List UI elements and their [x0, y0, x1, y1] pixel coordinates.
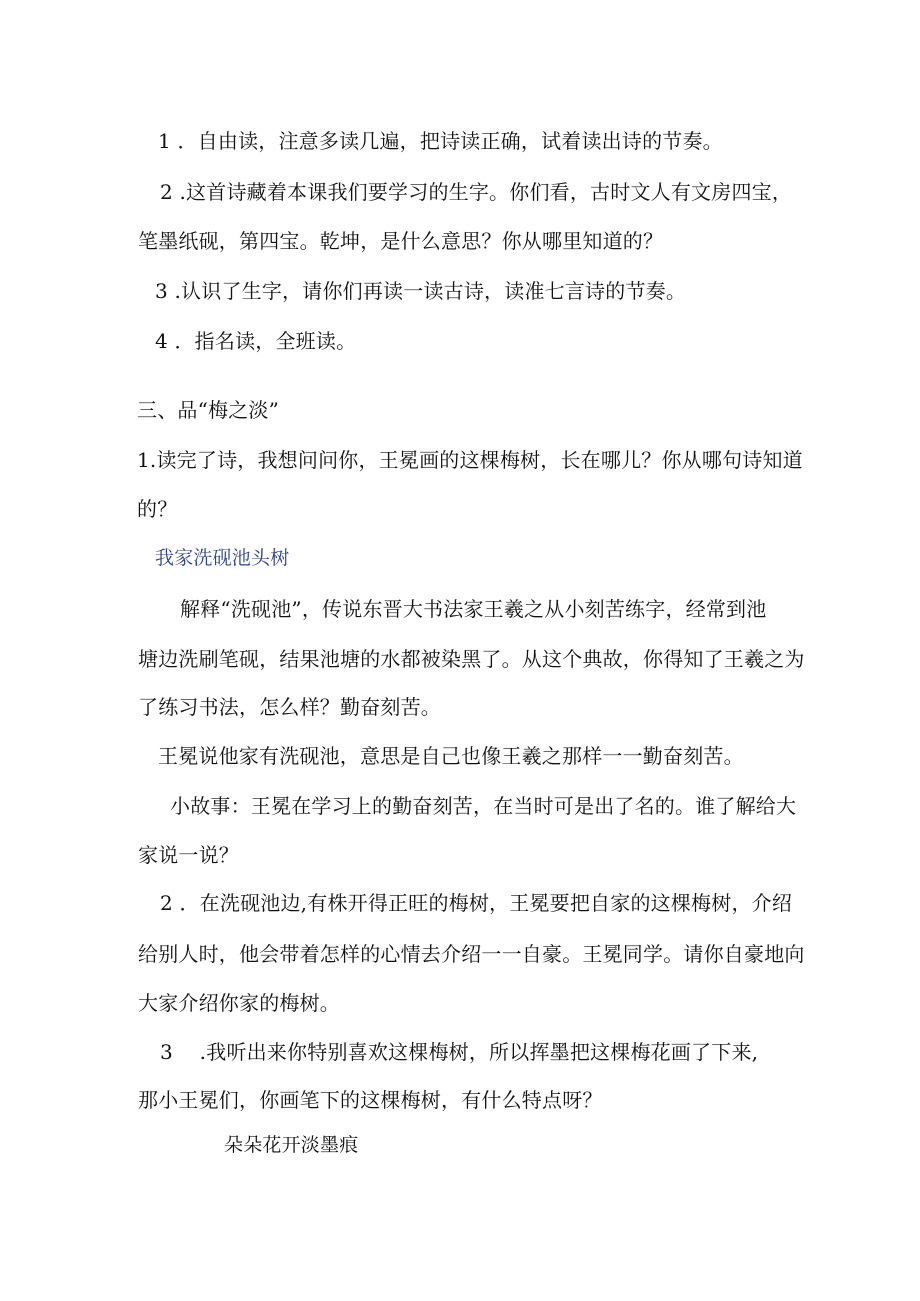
short-story-line2: 家说一说？: [138, 843, 239, 867]
section-3-heading: 三、品“梅之淡”: [137, 398, 280, 422]
explanation-line2: 塘边洗刷笔砚，结果池塘的水都被染黑了。从这个典故，你得知了王羲之为: [138, 647, 805, 671]
short-story-line1: 小故事：王冕在学习上的勤奋刻苦，在当时可是出了名的。谁了解给大: [170, 794, 797, 818]
explanation-line3: 了练习书法，怎么样？勤奋刻苦。: [138, 695, 441, 719]
poem-line-1: 我家洗砚池头树: [155, 547, 290, 569]
step-4-class-reading: 4 ．指名读，全班读。: [155, 329, 357, 353]
step-3-reread-poem: 3 .认识了生字，请你们再读一读古诗，读准七言诗的节奏。: [155, 279, 687, 303]
question-1-line2: 的？: [137, 497, 178, 521]
poem-line-2: 朵朵花开淡墨痕: [224, 1134, 359, 1156]
question-2-line1: 2 ．在洗砚池边,有株开得正旺的梅树，王冕要把自家的这棵梅树，介绍: [160, 891, 793, 915]
step-2-new-characters-line1: 2 .这首诗藏着本课我们要学习的生字。你们看，古时文人有文房四宝，: [160, 180, 793, 204]
wangmian-inkstone-line: 王冕说他家有洗砚池，意思是自己也像王羲之那样一一勤奋刻苦。: [158, 744, 744, 768]
step-2-new-characters-line2: 笔墨纸砚，第四宝。乾坤，是什么意思？你从哪里知道的？: [138, 229, 664, 253]
question-2-line3: 大家介绍你家的梅树。: [138, 991, 340, 1015]
question-3-line2: 那小王冕们，你画笔下的这棵梅树，有什么特点呀？: [138, 1088, 603, 1112]
question-3-line1: 3 .我听出来你特别喜欢这棵梅树，所以挥墨把这棵梅花画了下来,: [160, 1040, 759, 1064]
explanation-line1: 解释“洗砚池”，传说东晋大书法家王羲之从小刻苦练字，经常到池: [180, 597, 767, 621]
question-2-line2: 给别人时，他会带着怎样的心情去介绍一一自豪。王冕同学。请你自豪地向: [138, 942, 805, 966]
question-1-line1: 1.读完了诗，我想问问你，王冕画的这棵梅树，长在哪儿？你从哪句诗知道: [137, 448, 803, 472]
step-1-free-reading: 1 ．自由读，注意多读几遍，把诗读正确，试着读出诗的节奏。: [158, 129, 723, 153]
